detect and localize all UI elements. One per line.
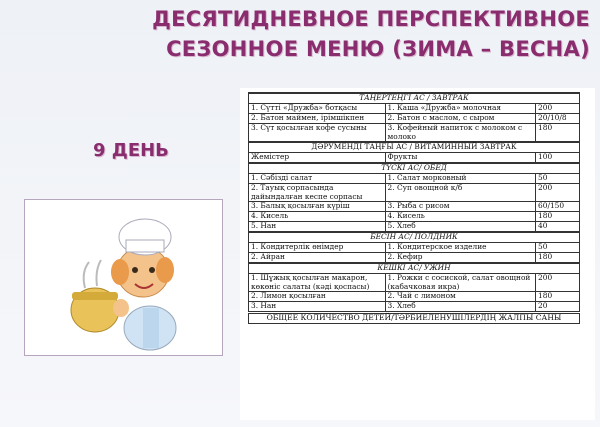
cell-kz: 4. Кисель bbox=[249, 212, 386, 222]
cell-kz: Жемістер bbox=[249, 153, 386, 164]
menu-sheet bbox=[240, 88, 595, 420]
cell-kz: 1. Сәбізді салат bbox=[249, 174, 386, 184]
dinner-header-row bbox=[249, 263, 580, 274]
snack-header-row bbox=[249, 232, 580, 243]
table-row bbox=[249, 184, 580, 202]
cell-ru: 4. Кисель bbox=[385, 212, 536, 222]
breakfast-title: ТАҢЕРТЕҢГІ АС / ЗАВТРАК bbox=[249, 93, 580, 104]
cell-portion: 200 bbox=[536, 274, 580, 292]
cell-ru: 5. Хлеб bbox=[385, 222, 536, 233]
table-row bbox=[249, 222, 580, 233]
cell-ru: Фрукты bbox=[385, 153, 536, 164]
table-row bbox=[249, 174, 580, 184]
cell-ru: 3. Кофейный напиток с молоком с молоко bbox=[385, 124, 536, 143]
cell-ru: 1. Каша «Дружба» молочная bbox=[385, 104, 536, 114]
page-title bbox=[60, 4, 590, 64]
cell-ru: 1. Рожки с сосиской, салат овощной (кабачковая икра) bbox=[385, 274, 536, 292]
cell-ru: 2. Кефир bbox=[385, 253, 536, 264]
cell-kz: 1. Кондитерлік өнімдер bbox=[249, 243, 386, 253]
second-breakfast-title: ДӘРУМЕНДІ ТАҢҒЫ АС / ВИТАМИННЫЙ ЗАВТРАК bbox=[249, 142, 580, 153]
cell-ru: 3. Хлеб bbox=[385, 302, 536, 313]
table-row bbox=[249, 153, 580, 164]
cell-portion: 180 bbox=[536, 124, 580, 143]
cell-kz: 3. Балық қосылған күріш bbox=[249, 202, 386, 212]
table-row bbox=[249, 243, 580, 253]
cell-kz: 3. Сүт қосылған кофе сусыны bbox=[249, 124, 386, 143]
cell-portion: 200 bbox=[536, 184, 580, 202]
cell-ru: 2. Чай с лимоном bbox=[385, 292, 536, 302]
table-row bbox=[249, 114, 580, 124]
cell-kz: 2. Айран bbox=[249, 253, 386, 264]
cell-portion: 100 bbox=[536, 153, 580, 164]
cell-portion: 180 bbox=[536, 253, 580, 264]
cell-portion: 40 bbox=[536, 222, 580, 233]
cell-ru: 3. Рыба с рисом bbox=[385, 202, 536, 212]
breakfast-header-row bbox=[249, 93, 580, 104]
children-count-label: ОБЩЕЕ КОЛИЧЕСТВО ДЕТЕЙ/ТӘРБИЕЛЕНУШІЛЕРДІҢ ЖАЛПЫ САНЫ bbox=[249, 313, 580, 324]
lunch-title: ТҮСКІ АС/ ОБЕД bbox=[249, 163, 580, 174]
table-row bbox=[249, 253, 580, 264]
table-row bbox=[249, 292, 580, 302]
title-line-1: ДЕСЯТИДНЕВНОЕ ПЕРСПЕКТИВНОЕ bbox=[152, 7, 590, 31]
cell-portion: 200 bbox=[536, 104, 580, 114]
cell-portion: 20 bbox=[536, 302, 580, 313]
cell-kz: 1. Шұжық қосылған макарон, көкөніс салаты (кәді қоспасы) bbox=[249, 274, 386, 292]
chef-drawing bbox=[25, 200, 222, 355]
lunch-header-row bbox=[249, 163, 580, 174]
cell-ru: 2. Батон с маслом, с сыром bbox=[385, 114, 536, 124]
cell-ru: 1. Салат морковный bbox=[385, 174, 536, 184]
cell-ru: 2. Суп овощной к/б bbox=[385, 184, 536, 202]
table-row bbox=[249, 212, 580, 222]
dinner-title: КЕШКІ АС/ УЖИН bbox=[249, 263, 580, 274]
cell-kz: 1. Сүтті «Дружба» ботқасы bbox=[249, 104, 386, 114]
day-label: 9 ДЕНЬ bbox=[93, 140, 169, 161]
title-line-2: СЕЗОННОЕ МЕНЮ (ЗИМА – ВЕСНА) bbox=[166, 37, 590, 61]
cell-portion: 50 bbox=[536, 174, 580, 184]
cell-portion: 60/150 bbox=[536, 202, 580, 212]
cell-kz: 3. Нан bbox=[249, 302, 386, 313]
cell-kz: 2. Лимон қосылған bbox=[249, 292, 386, 302]
table-row bbox=[249, 202, 580, 212]
table-row bbox=[249, 124, 580, 143]
cell-kz: 2. Батон маймен, ірімшікпен bbox=[249, 114, 386, 124]
table-row bbox=[249, 302, 580, 313]
second-breakfast-header-row bbox=[249, 142, 580, 153]
table-row bbox=[249, 274, 580, 292]
table-row bbox=[249, 104, 580, 114]
cell-portion: 180 bbox=[536, 212, 580, 222]
cell-portion: 20/10/8 bbox=[536, 114, 580, 124]
snack-title: БЕСІН АС/ ПОЛДНИК bbox=[249, 232, 580, 243]
footer-row bbox=[249, 313, 580, 324]
cell-ru: 1. Кондитерское изделие bbox=[385, 243, 536, 253]
cell-kz: 2. Тауық сорпасында дайындалған кеспе сорпасы bbox=[249, 184, 386, 202]
menu-table bbox=[248, 92, 580, 324]
chef-illustration bbox=[24, 199, 223, 356]
cell-portion: 180 bbox=[536, 292, 580, 302]
cell-kz: 5. Нан bbox=[249, 222, 386, 233]
cell-portion: 50 bbox=[536, 243, 580, 253]
